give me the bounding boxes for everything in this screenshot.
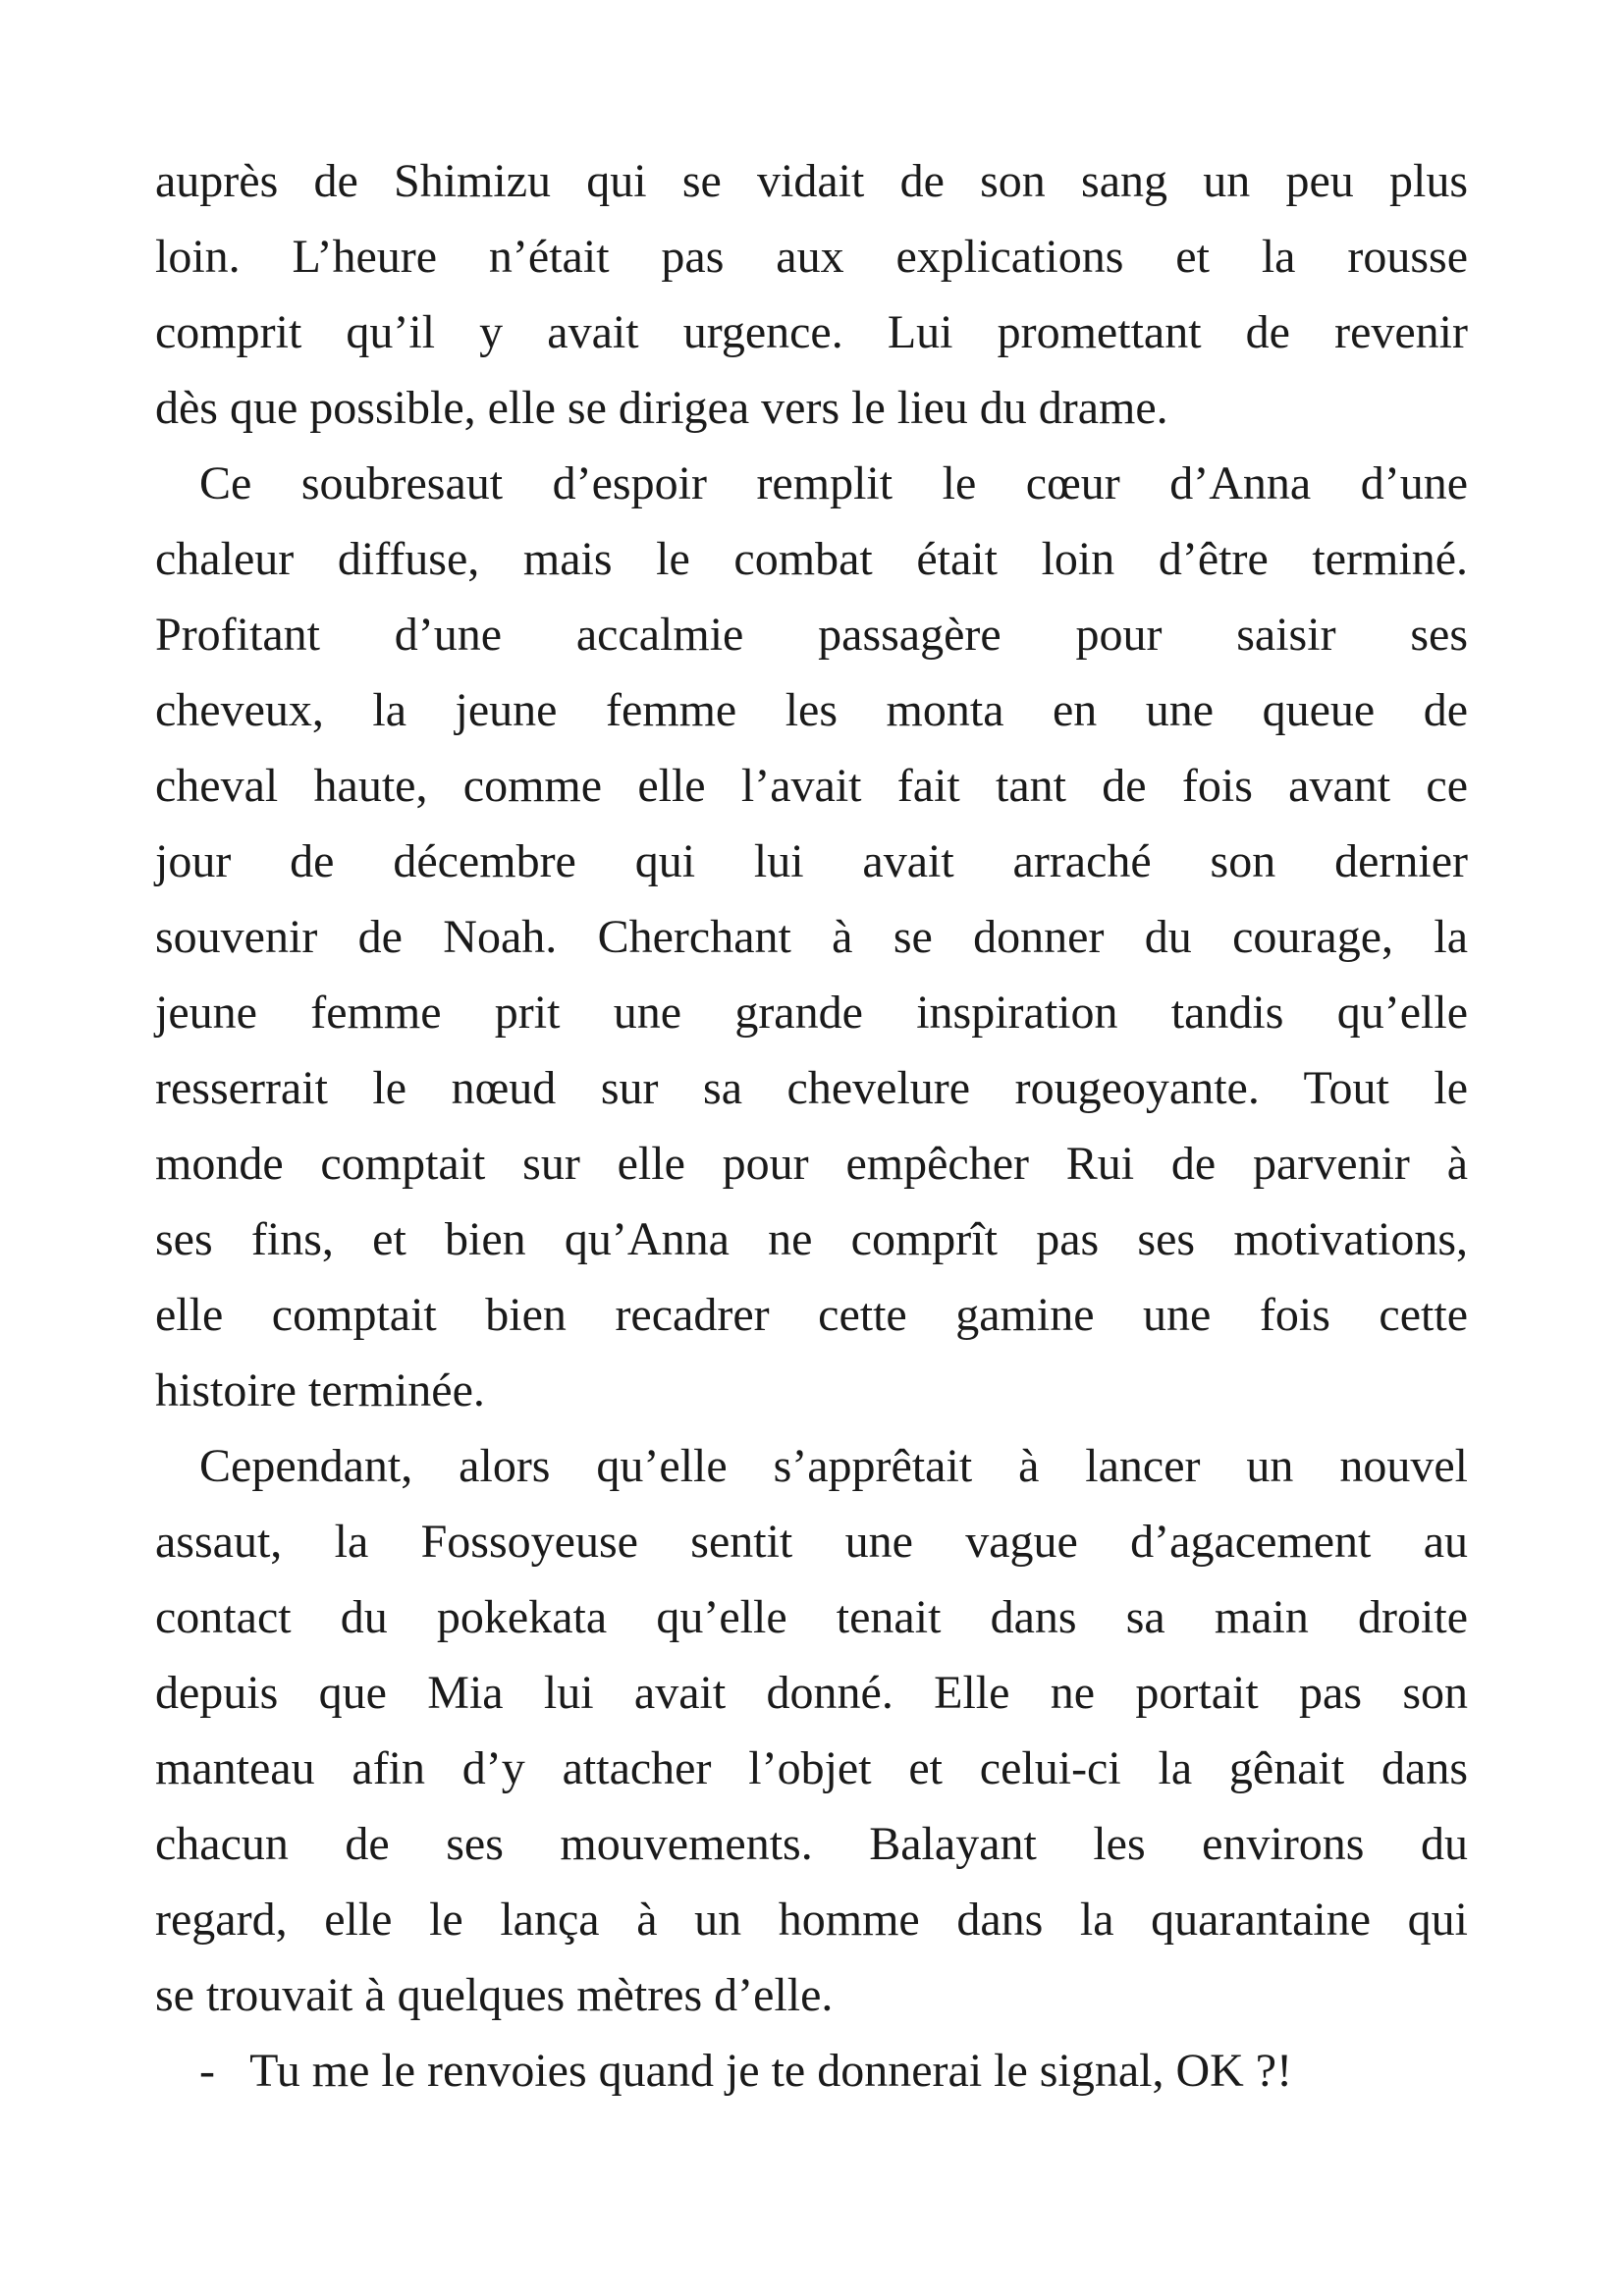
paragraph	[155, 143, 1468, 446]
text-line: - Tu me le renvoies quand je te donnerai le signal, OK ?!	[199, 2045, 1293, 2097]
text-line: resserrait le nœud sur sa chevelure rougeoyante. Tout le	[155, 1062, 1468, 1114]
text-line: chacun de ses mouvements. Balayant les environs du	[155, 1818, 1468, 1870]
text-line: elle comptait bien recadrer cette gamine une fois cette	[155, 1289, 1468, 1341]
text-line: contact du pokekata qu’elle tenait dans sa main droite	[155, 1591, 1468, 1643]
text-line: ses fins, et bien qu’Anna ne comprît pas ses motivations,	[155, 1213, 1468, 1265]
text-line: comprit qu’il y avait urgence. Lui promettant de revenir	[155, 306, 1468, 358]
text-line: dès que possible, elle se dirigea vers le lieu du drame.	[155, 382, 1168, 434]
paragraph	[155, 1428, 1468, 2033]
text-line: chaleur diffuse, mais le combat était loin d’être terminé.	[155, 533, 1468, 585]
text-line: se trouvait à quelques mètres d’elle.	[155, 1969, 834, 2021]
text-line: histoire terminée.	[155, 1364, 485, 1416]
text-line: Profitant d’une accalmie passagère pour saisir ses	[155, 609, 1468, 661]
text-line: souvenir de Noah. Cherchant à se donner du courage, la	[155, 911, 1468, 963]
text-line: loin. L’heure n’était pas aux explications et la rousse	[155, 231, 1468, 283]
dialogue-paragraph	[155, 2033, 1468, 2109]
text-line: jour de décembre qui lui avait arraché son dernier	[155, 835, 1468, 887]
paragraph	[155, 446, 1468, 1428]
text-line: depuis que Mia lui avait donné. Elle ne portait pas son	[155, 1667, 1468, 1719]
text-line: regard, elle le lança à un homme dans la quarantaine qui	[155, 1894, 1468, 1946]
text-line: manteau afin d’y attacher l’objet et celui-ci la gênait dans	[155, 1742, 1468, 1794]
text-line: Ce soubresaut d’espoir remplit le cœur d’Anna d’une	[199, 457, 1468, 509]
text-line: cheveux, la jeune femme les monta en une queue de	[155, 684, 1468, 736]
text-line: assaut, la Fossoyeuse sentit une vague d’agacement au	[155, 1516, 1468, 1568]
text-line: jeune femme prit une grande inspiration tandis qu’elle	[155, 987, 1468, 1039]
text-line: monde comptait sur elle pour empêcher Rui de parvenir à	[155, 1138, 1468, 1190]
text-line: cheval haute, comme elle l’avait fait tant de fois avant ce	[155, 760, 1468, 812]
text-line: Cependant, alors qu’elle s’apprêtait à lancer un nouvel	[199, 1440, 1468, 1492]
page-text-block	[155, 143, 1468, 2109]
text-line: auprès de Shimizu qui se vidait de son sang un peu plus	[155, 155, 1468, 207]
